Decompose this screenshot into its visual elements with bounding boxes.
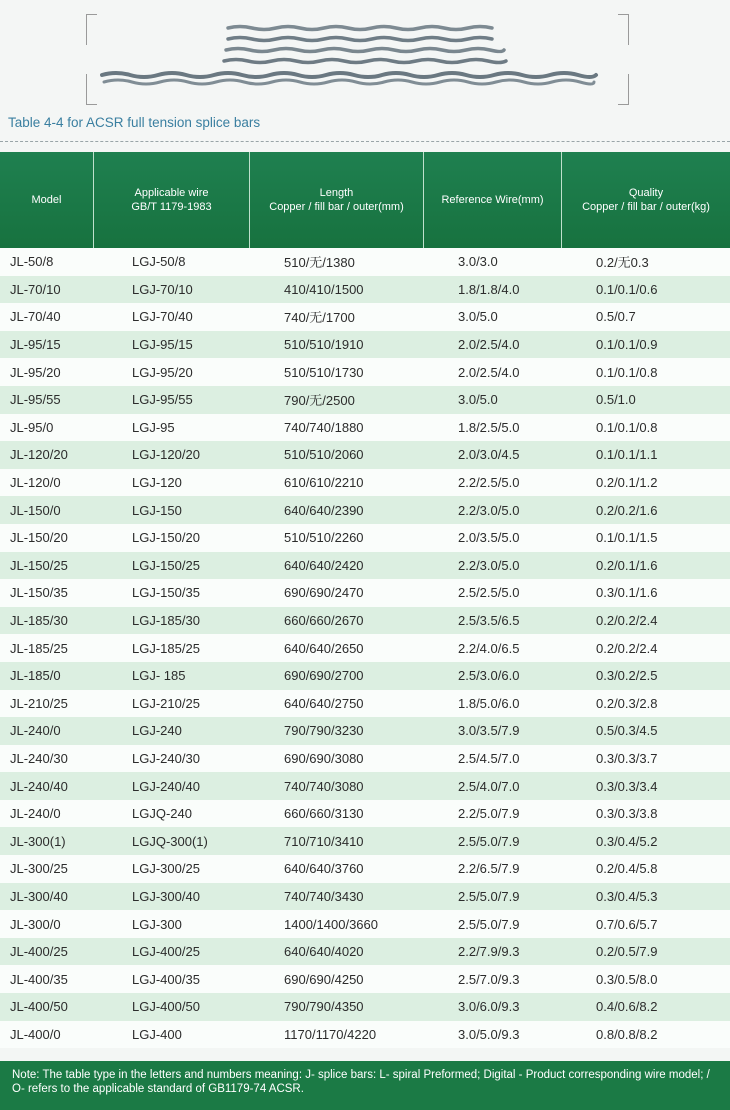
cell-length: 510/510/1910 xyxy=(284,337,364,353)
cell-length: 1170/1170/4220 xyxy=(284,1026,377,1042)
cell-length: 1400/1400/3660 xyxy=(284,916,378,932)
cell-applicable-wire: LGJ-120/20 xyxy=(132,447,200,463)
table-row xyxy=(0,469,730,497)
cell-quality: 0.3/0.3/3.7 xyxy=(596,750,658,766)
cell-reference-wire: 1.8/5.0/6.0 xyxy=(458,695,520,711)
cell-quality: 0.1/0.1/0.8 xyxy=(596,419,658,435)
cell-reference-wire: 1.8/1.8/4.0 xyxy=(458,281,520,297)
cell-reference-wire: 2.5/3.5/6.5 xyxy=(458,613,520,629)
cell-length: 660/660/3130 xyxy=(284,806,364,822)
cell-length: 690/690/2700 xyxy=(284,668,364,684)
cell-applicable-wire: LGJQ-240 xyxy=(132,806,192,822)
table-row xyxy=(0,414,730,442)
table-row xyxy=(0,579,730,607)
cell-quality: 0.4/0.6/8.2 xyxy=(596,999,658,1015)
cell-length: 640/640/2420 xyxy=(284,557,364,573)
table-row xyxy=(0,248,730,276)
cell-reference-wire: 2.5/5.0/7.9 xyxy=(458,916,520,932)
cell-quality: 0.2/0.5/7.9 xyxy=(596,944,658,960)
cell-length: 510/510/1730 xyxy=(284,364,364,380)
table-row xyxy=(0,800,730,828)
table-row xyxy=(0,662,730,690)
cell-model: JL-95/15 xyxy=(10,337,61,353)
cell-quality: 0.2/无0.3 xyxy=(596,255,649,271)
table-row xyxy=(0,441,730,469)
table-row xyxy=(0,634,730,662)
table-row xyxy=(0,745,730,773)
cell-length: 640/640/2650 xyxy=(284,640,364,656)
cell-length: 690/690/3080 xyxy=(284,750,364,766)
cell-reference-wire: 2.0/3.5/5.0 xyxy=(458,530,520,546)
cell-quality: 0.1/0.1/1.1 xyxy=(596,447,658,463)
cell-model: JL-400/50 xyxy=(10,999,68,1015)
table-row xyxy=(0,331,730,359)
splice-bar-image xyxy=(100,18,600,98)
cell-reference-wire: 2.2/2.5/5.0 xyxy=(458,475,520,491)
cell-model: JL-400/35 xyxy=(10,971,68,987)
cell-quality: 0.1/0.1/0.8 xyxy=(596,364,658,380)
table-row xyxy=(0,883,730,911)
cell-quality: 0.3/0.4/5.2 xyxy=(596,833,658,849)
table-body xyxy=(0,248,730,1048)
cell-reference-wire: 3.0/3.0 xyxy=(458,254,498,270)
cell-model: JL-185/25 xyxy=(10,640,68,656)
cell-quality: 0.3/0.4/5.3 xyxy=(596,888,658,904)
cell-reference-wire: 2.0/2.5/4.0 xyxy=(458,337,520,353)
cell-model: JL-300/40 xyxy=(10,888,68,904)
cell-model: JL-120/20 xyxy=(10,447,68,463)
table-row xyxy=(0,303,730,331)
cell-reference-wire: 2.2/7.9/9.3 xyxy=(458,944,520,960)
table-row xyxy=(0,993,730,1021)
cell-quality: 0.3/0.2/2.5 xyxy=(596,668,658,684)
cell-applicable-wire: LGJ-210/25 xyxy=(132,695,200,711)
cell-length: 410/410/1500 xyxy=(284,281,364,297)
cell-quality: 0.1/0.1/0.9 xyxy=(596,337,658,353)
cell-applicable-wire: LGJ-400/50 xyxy=(132,999,200,1015)
cell-reference-wire: 2.5/7.0/9.3 xyxy=(458,971,520,987)
cell-length: 710/710/3410 xyxy=(284,833,364,849)
cell-applicable-wire: LGJ-70/10 xyxy=(132,281,193,297)
cell-applicable-wire: LGJ-150/20 xyxy=(132,530,200,546)
cell-applicable-wire: LGJ-240/40 xyxy=(132,778,200,794)
cell-applicable-wire: LGJ-300 xyxy=(132,916,182,932)
cell-length: 790/无/2500 xyxy=(284,393,355,409)
frame-corner-icon xyxy=(86,74,97,105)
cell-model: JL-70/10 xyxy=(10,281,61,297)
cell-model: JL-240/30 xyxy=(10,750,68,766)
cell-length: 690/690/2470 xyxy=(284,585,364,601)
cell-applicable-wire: LGJ-300/25 xyxy=(132,861,200,877)
header-applicable-wire: Applicable wire GB/T 1179-1983 xyxy=(94,152,250,248)
table-row xyxy=(0,855,730,883)
cell-reference-wire: 3.0/6.0/9.3 xyxy=(458,999,520,1015)
cell-model: JL-185/0 xyxy=(10,668,61,684)
cell-model: JL-300/25 xyxy=(10,861,68,877)
table-caption: Table 4-4 for ACSR full tension splice bars xyxy=(8,115,261,130)
cell-applicable-wire: LGJ-50/8 xyxy=(132,254,186,270)
cell-length: 510/510/2260 xyxy=(284,530,364,546)
cell-quality: 0.2/0.1/1.2 xyxy=(596,475,658,491)
cell-applicable-wire: LGJ-150 xyxy=(132,502,182,518)
cell-quality: 0.3/0.5/8.0 xyxy=(596,971,658,987)
cell-length: 790/790/3230 xyxy=(284,723,364,739)
cell-length: 640/640/2750 xyxy=(284,695,364,711)
cell-quality: 0.8/0.8/8.2 xyxy=(596,1026,658,1042)
table-row xyxy=(0,386,730,414)
cell-length: 790/790/4350 xyxy=(284,999,364,1015)
cell-quality: 0.3/0.3/3.4 xyxy=(596,778,658,794)
table-row xyxy=(0,938,730,966)
header-quality: Quality Copper / fill bar / outer(kg) xyxy=(582,187,710,213)
cell-reference-wire: 2.0/2.5/4.0 xyxy=(458,364,520,380)
cell-reference-wire: 2.5/5.0/7.9 xyxy=(458,833,520,849)
cell-length: 510/无/1380 xyxy=(284,255,355,271)
cell-reference-wire: 2.5/4.0/7.0 xyxy=(458,778,520,794)
table-row xyxy=(0,524,730,552)
table-header xyxy=(0,152,730,248)
cell-model: JL-150/0 xyxy=(10,502,61,518)
cell-applicable-wire: LGJ-400 xyxy=(132,1026,182,1042)
table-row xyxy=(0,607,730,635)
cell-length: 640/640/2390 xyxy=(284,502,364,518)
cell-model: JL-185/30 xyxy=(10,613,68,629)
cell-model: JL-240/40 xyxy=(10,778,68,794)
cell-model: JL-150/25 xyxy=(10,557,68,573)
cell-length: 640/640/4020 xyxy=(284,944,364,960)
cell-length: 690/690/4250 xyxy=(284,971,364,987)
cell-applicable-wire: LGJ-400/25 xyxy=(132,944,200,960)
cell-quality: 0.1/0.1/0.6 xyxy=(596,281,658,297)
cell-reference-wire: 3.0/5.0 xyxy=(458,309,498,325)
cell-applicable-wire: LGJ-150/25 xyxy=(132,557,200,573)
product-photo-area xyxy=(0,0,730,152)
cell-reference-wire: 3.0/5.0 xyxy=(458,392,498,408)
cell-quality: 0.5/0.3/4.5 xyxy=(596,723,658,739)
cell-applicable-wire: LGJ-185/30 xyxy=(132,613,200,629)
cell-reference-wire: 2.5/3.0/6.0 xyxy=(458,668,520,684)
cell-reference-wire: 2.2/4.0/6.5 xyxy=(458,640,520,656)
table-note: Note: The table type in the letters and numbers meaning: J- splice bars: L- spiral Preformed; Digital - Product corresponding wire model; / O- refers to the applicable standard of GB1179-74 ACSR. xyxy=(0,1061,730,1110)
table-row xyxy=(0,358,730,386)
cell-applicable-wire: LGJ-95 xyxy=(132,419,175,435)
cell-reference-wire: 2.2/3.0/5.0 xyxy=(458,557,520,573)
cell-applicable-wire: LGJQ-300(1) xyxy=(132,833,208,849)
table-row xyxy=(0,690,730,718)
cell-quality: 0.7/0.6/5.7 xyxy=(596,916,658,932)
cell-length: 740/740/3080 xyxy=(284,778,364,794)
cell-reference-wire: 2.2/6.5/7.9 xyxy=(458,861,520,877)
cell-applicable-wire: LGJ-300/40 xyxy=(132,888,200,904)
cell-applicable-wire: LGJ-185/25 xyxy=(132,640,200,656)
frame-corner-icon xyxy=(618,74,629,105)
cell-reference-wire: 2.5/5.0/7.9 xyxy=(458,888,520,904)
cell-model: JL-300(1) xyxy=(10,833,66,849)
cell-model: JL-95/0 xyxy=(10,419,54,435)
cell-applicable-wire: LGJ-95/20 xyxy=(132,364,193,380)
cell-model: JL-150/35 xyxy=(10,585,68,601)
cell-applicable-wire: LGJ-120 xyxy=(132,475,182,491)
cell-quality: 0.5/1.0 xyxy=(596,392,636,408)
cell-model: JL-400/0 xyxy=(10,1026,61,1042)
cell-applicable-wire: LGJ-150/35 xyxy=(132,585,200,601)
cell-length: 610/610/2210 xyxy=(284,475,364,491)
cell-quality: 0.3/0.1/1.6 xyxy=(596,585,658,601)
cell-model: JL-70/40 xyxy=(10,309,61,325)
cell-model: JL-300/0 xyxy=(10,916,61,932)
cell-applicable-wire: LGJ-70/40 xyxy=(132,309,193,325)
table-row xyxy=(0,276,730,304)
header-length: Length Copper / fill bar / outer(mm) xyxy=(250,152,424,248)
cell-quality: 0.3/0.3/3.8 xyxy=(596,806,658,822)
cell-model: JL-50/8 xyxy=(10,254,54,270)
cell-reference-wire: 1.8/2.5/5.0 xyxy=(458,419,520,435)
cell-model: JL-400/25 xyxy=(10,944,68,960)
cell-length: 740/无/1700 xyxy=(284,310,355,326)
cell-reference-wire: 2.0/3.0/4.5 xyxy=(458,447,520,463)
cell-length: 740/740/3430 xyxy=(284,888,364,904)
cell-reference-wire: 2.5/4.5/7.0 xyxy=(458,750,520,766)
cell-quality: 0.2/0.1/1.6 xyxy=(596,557,658,573)
cell-reference-wire: 3.0/3.5/7.9 xyxy=(458,723,520,739)
cell-length: 510/510/2060 xyxy=(284,447,364,463)
cell-model: JL-150/20 xyxy=(10,530,68,546)
cell-reference-wire: 2.2/5.0/7.9 xyxy=(458,806,520,822)
table-row xyxy=(0,827,730,855)
cell-applicable-wire: LGJ- 185 xyxy=(132,668,186,684)
cell-length: 640/640/3760 xyxy=(284,861,364,877)
table-row xyxy=(0,496,730,524)
divider xyxy=(0,141,730,142)
frame-corner-icon xyxy=(618,14,629,45)
table-row xyxy=(0,717,730,745)
cell-model: JL-120/0 xyxy=(10,475,61,491)
cell-applicable-wire: LGJ-95/55 xyxy=(132,392,193,408)
cell-quality: 0.5/0.7 xyxy=(596,309,636,325)
table-row xyxy=(0,1021,730,1049)
table-row xyxy=(0,552,730,580)
cell-model: JL-95/20 xyxy=(10,364,61,380)
cell-reference-wire: 2.2/3.0/5.0 xyxy=(458,502,520,518)
cell-applicable-wire: LGJ-240 xyxy=(132,723,182,739)
frame-corner-icon xyxy=(86,14,97,45)
cell-reference-wire: 3.0/5.0/9.3 xyxy=(458,1026,520,1042)
cell-model: JL-95/55 xyxy=(10,392,61,408)
header-reference-wire: Reference Wire(mm) xyxy=(424,152,562,248)
table-row xyxy=(0,910,730,938)
header-model: Model xyxy=(0,152,94,248)
cell-quality: 0.1/0.1/1.5 xyxy=(596,530,658,546)
cell-applicable-wire: LGJ-400/35 xyxy=(132,971,200,987)
cell-quality: 0.2/0.3/2.8 xyxy=(596,695,658,711)
cell-quality: 0.2/0.2/1.6 xyxy=(596,502,658,518)
table-row xyxy=(0,965,730,993)
cell-applicable-wire: LGJ-240/30 xyxy=(132,750,200,766)
cell-model: JL-210/25 xyxy=(10,695,68,711)
cell-model: JL-240/0 xyxy=(10,806,61,822)
cell-quality: 0.2/0.4/5.8 xyxy=(596,861,658,877)
cell-applicable-wire: LGJ-95/15 xyxy=(132,337,193,353)
cell-length: 660/660/2670 xyxy=(284,613,364,629)
cell-quality: 0.2/0.2/2.4 xyxy=(596,640,658,656)
table-row xyxy=(0,772,730,800)
cell-quality: 0.2/0.2/2.4 xyxy=(596,613,658,629)
cell-length: 740/740/1880 xyxy=(284,419,364,435)
cell-model: JL-240/0 xyxy=(10,723,61,739)
cell-reference-wire: 2.5/2.5/5.0 xyxy=(458,585,520,601)
